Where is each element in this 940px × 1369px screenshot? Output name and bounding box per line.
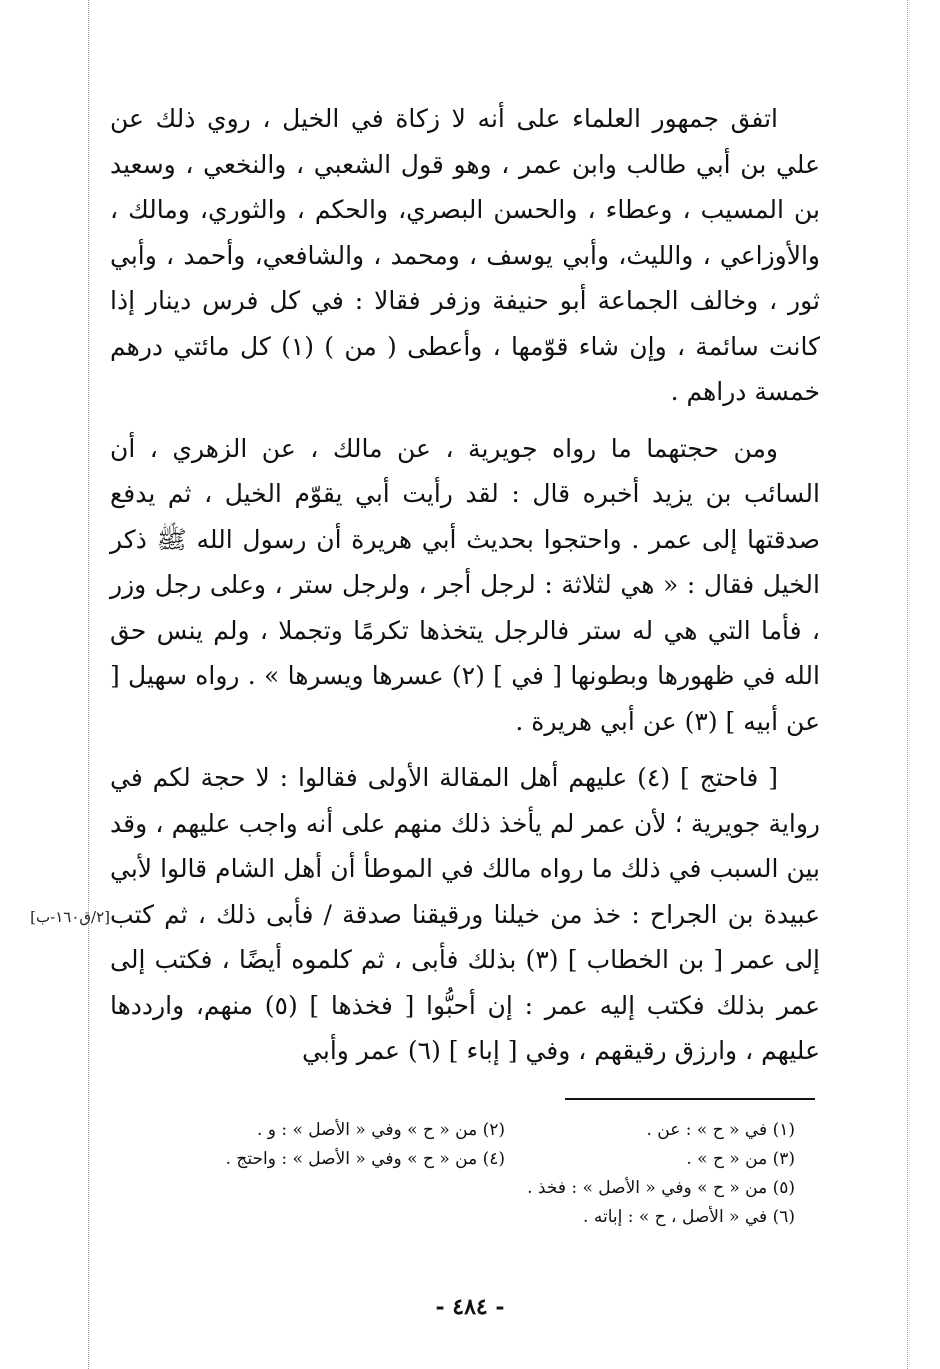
footnote-row [170, 1203, 795, 1232]
main-text [110, 96, 820, 1085]
footnote-row [170, 1174, 795, 1203]
footnote-row [170, 1145, 795, 1174]
footnote-2: (٢) من « ح » وفي « الأصل » : و . [256, 1120, 505, 1140]
footnote-row [170, 1116, 795, 1145]
footnote-5: (٥) من « ح » وفي « الأصل » : فخذ . [527, 1178, 795, 1198]
footnote-4: (٤) من « ح » وفي « الأصل » : واحتج . [225, 1149, 505, 1169]
paragraph-3: [ فاحتج ] (٤) عليهم أهل المقالة الأولى فقالوا : لا حجة لكم في رواية جويرية ؛ لأن عمر لم يأخذ ذلك منهم على أنه واجب عليهم ، وقد بين السبب في ذلك ما رواه مالك في الموطأ أن أهل الشام قالوا لأبي عبيدة بن الجراح : خذ من خيلنا ورقيقنا صدقة / فأبى ذلك ، ثم كتب إلى عمر [ بن الخطاب ] (٣) بذلك فأبى ، ثم كلموه أيضًا ، فكتب إلى عمر بذلك فكتب إليه عمر : إن أحبُّوا [ فخذها ] (٥) منهم، وارددها عليهم ، وارزق رقيقهم ، وفي [ إباء ] (٦) عمر وأبي [110, 763, 821, 1065]
paragraph-2: ومن حجتهما ما رواه جويرية ، عن مالك ، عن الزهري ، أن السائب بن يزيد أخبره قال : لقد رأيت أبي يقوّم الخيل ، ثم يدفع صدقتها إلى عمر . واحتجوا بحديث أبي هريرة أن رسول الله ﷺ ذكر الخيل فقال : « هي لثلاثة : لرجل أجر ، ولرجل ستر ، وعلى رجل وزر ، فأما التي هي له ستر فالرجل يتخذها تكرمًا وتجملا ، ولم ينس حق الله في ظهورها وبطونها [ في ] (٢) عسرها ويسرها » . رواه سهيل [ عن أبيه ] (٣) عن أبي هريرة . [110, 433, 820, 736]
manuscript-folio-note: [٢/ق١٦٠-ب] [30, 908, 110, 926]
footnotes [170, 1116, 795, 1232]
paragraph-1: اتفق جمهور العلماء على أنه لا زكاة في الخيل ، روي ذلك عن علي بن أبي طالب وابن عمر ، وهو قول الشعبي ، والنخعي ، وسعيد بن المسيب ، وعطاء ، والحسن البصري، والحكم ، والثوري، ومالك ، والأوزاعي ، والليث، وأبي يوسف ، ومحمد ، والشافعي، وأحمد ، وأبي ثور ، وخالف الجماعة أبو حنيفة وزفر فقالا : في كل فرس دينار إذا كانت سائمة ، وإن شاء قوّمها ، وأعطى ( من ) (١) كل مائتي درهم خمسة دراهم . [110, 104, 821, 406]
footnote-separator [565, 1098, 815, 1100]
left-margin-guide [88, 0, 89, 1369]
footnote-3: (٣) من « ح » . [686, 1149, 795, 1169]
right-margin-guide [907, 0, 908, 1369]
footnote-6: (٦) في « الأصل ، ح » : إباته . [583, 1207, 795, 1227]
page-number: - ٤٨٤ - [435, 1294, 505, 1320]
footnote-1: (١) في « ح » : عن . [646, 1120, 795, 1140]
